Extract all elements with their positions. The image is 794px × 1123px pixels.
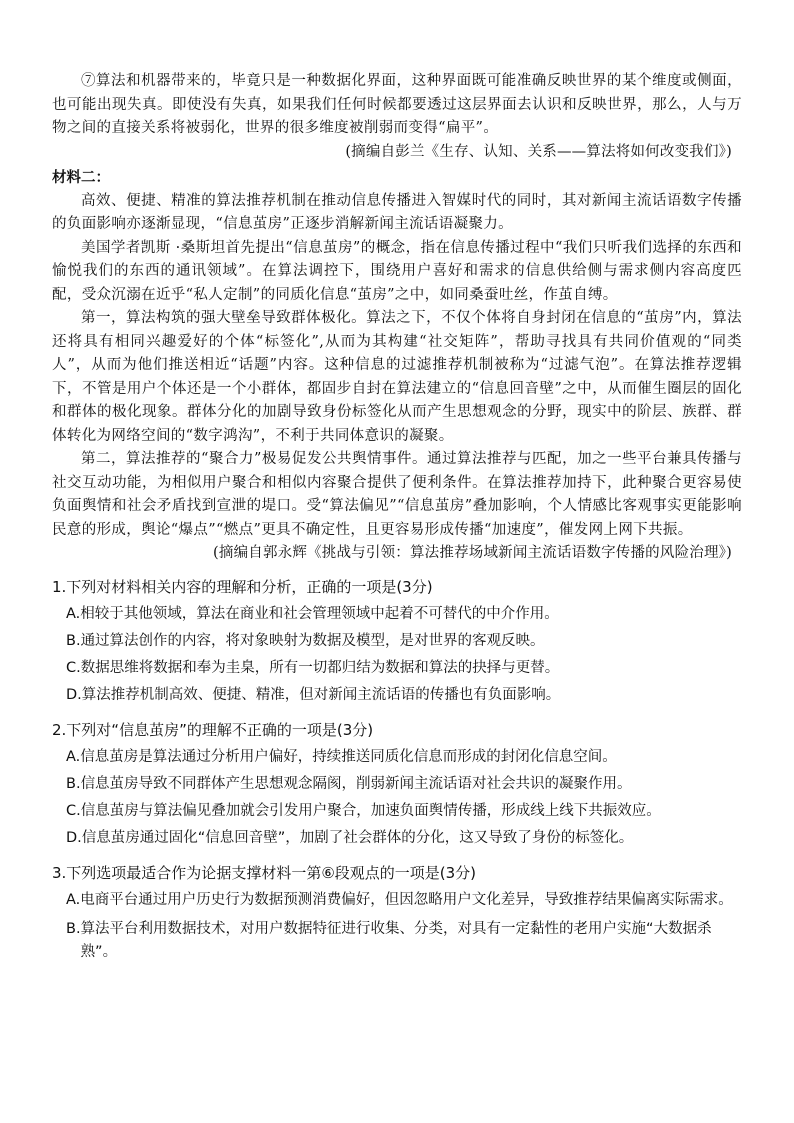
material2-paragraph: 第一，算法构筑的强大壁垒导致群体极化。算法之下，不仅个体将自身封闭在信息的“茧房”内，算法还将具有相同兴趣爱好的个体“标签化”,从而为其构建“社交矩阵”，帮助寻找具有共同价值观的“同类人”，从而为他们推送相近“话题”内容。这种信息的过滤推荐机制被称为“过滤气泡”。在算法推荐逻辑下，不管是用户个体还是一个小群体，都固步自封在算法建立的“信息回音壁”之中，从而催生圈层的固化和群体的极化现象。群体分化的加剧导致身份标签化从而产生思想观念的分野，现实中的阶层、族群、群体转化为网络空间的“数字鸿沟”，不利于共同体意识的凝聚。 <box>52 310 742 444</box>
material2-source: (摘编自郭永辉《挑战与引领：算法推荐场域新闻主流话语数字传播的风险治理》) <box>213 545 732 561</box>
question-1 <box>52 574 742 709</box>
question-stem: 1.下列对材料相关内容的理解和分析，正确的一项是(3分) <box>52 577 433 596</box>
option-a[interactable]: A. 相较于其他领域，算法在商业和社会管理领域中起着不可替代的中介作用。 <box>66 605 559 622</box>
material2-paragraph: 美国学者凯斯 ·桑斯坦首先提出“信息茧房”的概念，指在信息传播过程中“我们只听我们选择的东西和愉悦我们的东西的通讯领域”。在算法调控下，围绕用户喜好和需求的信息供给侧与需求侧内容高度匹配，受众沉溺在近乎“私人定制”的同质化信息“茧房”之中，如同桑蚕吐丝，作茧自缚。 <box>52 239 742 303</box>
material2-heading: 材料二： <box>52 169 110 186</box>
option-d[interactable]: D. 算法推荐机制高效、便捷、精准，但对新闻主流话语的传播也有负面影响。 <box>66 686 561 703</box>
question-3 <box>52 860 742 964</box>
material2-paragraph: 第二，算法推荐的“聚合力”极易促发公共舆情事件。通过算法推荐与匹配，加之一些平台兼具传播与社交互动功能，为相似用户聚合和相似内容聚合提供了便利条件。在算法推荐加持下，此种聚合更容易使负面舆情和社会矛盾找到宣泄的堤口。受“算法偏见”“信息茧房”叠加影响，个人情感比客观事实更能影响民意的形成，舆论“爆点”“燃点”更具不确定性，且更容易形成传播“加速度”，催发网上网下共振。 <box>52 451 742 538</box>
option-c[interactable]: C. 数据思维将数据和奉为圭臬，所有一切都归结为数据和算法的抉择与更替。 <box>66 659 560 676</box>
question-2 <box>52 717 742 852</box>
material2-paragraph: 高效、便捷、精准的算法推荐机制在推动信息传播进入智媒时代的同时，其对新闻主流话语数字传播的负面影响亦逐渐显现，“信息茧房”正逐步消解新闻主流话语凝聚力。 <box>52 192 742 232</box>
option-b[interactable]: B. 算法平台利用数据技术，对用户数据特征进行收集、分类，对具有一定黏性的老用户实施“大数据杀熟”。 <box>66 920 712 960</box>
exam-page <box>52 70 742 970</box>
option-a[interactable]: A. 电商平台通过用户历史行为数据预测消费偏好，但因忽略用户文化差异，导致推荐结果偏离实际需求。 <box>66 891 733 908</box>
question-stem: 2.下列对“信息茧房”的理解不正确的一项是(3分) <box>52 720 374 739</box>
material1-source: (摘编自彭兰《生存、认知、关系——算法将如何改变我们》) <box>345 143 732 160</box>
material1-paragraph-7: ⑦算法和机器带来的，毕竟只是一种数据化界面，这种界面既可能准确反映世界的某个维度或侧面，也可能出现失真。即使没有失真，如果我们任何时候都要透过这层界面去认识和反映世界，那么，人与万物之间的直接关系将被弱化，世界的很多维度被削弱而变得“扁平”。 <box>52 73 742 136</box>
option-c[interactable]: C. 信息茧房与算法偏见叠加就会引发用户聚合，加速负面舆情传播，形成线上线下共振效应。 <box>66 802 661 819</box>
option-d[interactable]: D. 信息茧房通过固化“信息回音壁”，加剧了社会群体的分化，这又导致了身份的标签化。 <box>66 829 634 846</box>
option-b[interactable]: B. 通过算法创作的内容，将对象映射为数据及模型，是对世界的客观反映。 <box>66 632 545 649</box>
option-b[interactable]: B. 信息茧房导致不同群体产生思想观念隔阂，削弱新闻主流话语对社会共识的凝聚作用。 <box>66 775 632 792</box>
option-a[interactable]: A. 信息茧房是算法通过分析用户偏好，持续推送同质化信息而形成的封闭化信息空间。 <box>66 748 617 765</box>
question-stem: 3.下列选项最适合作为论据支撑材料一第⑥段观点的一项是(3分) <box>52 863 477 882</box>
